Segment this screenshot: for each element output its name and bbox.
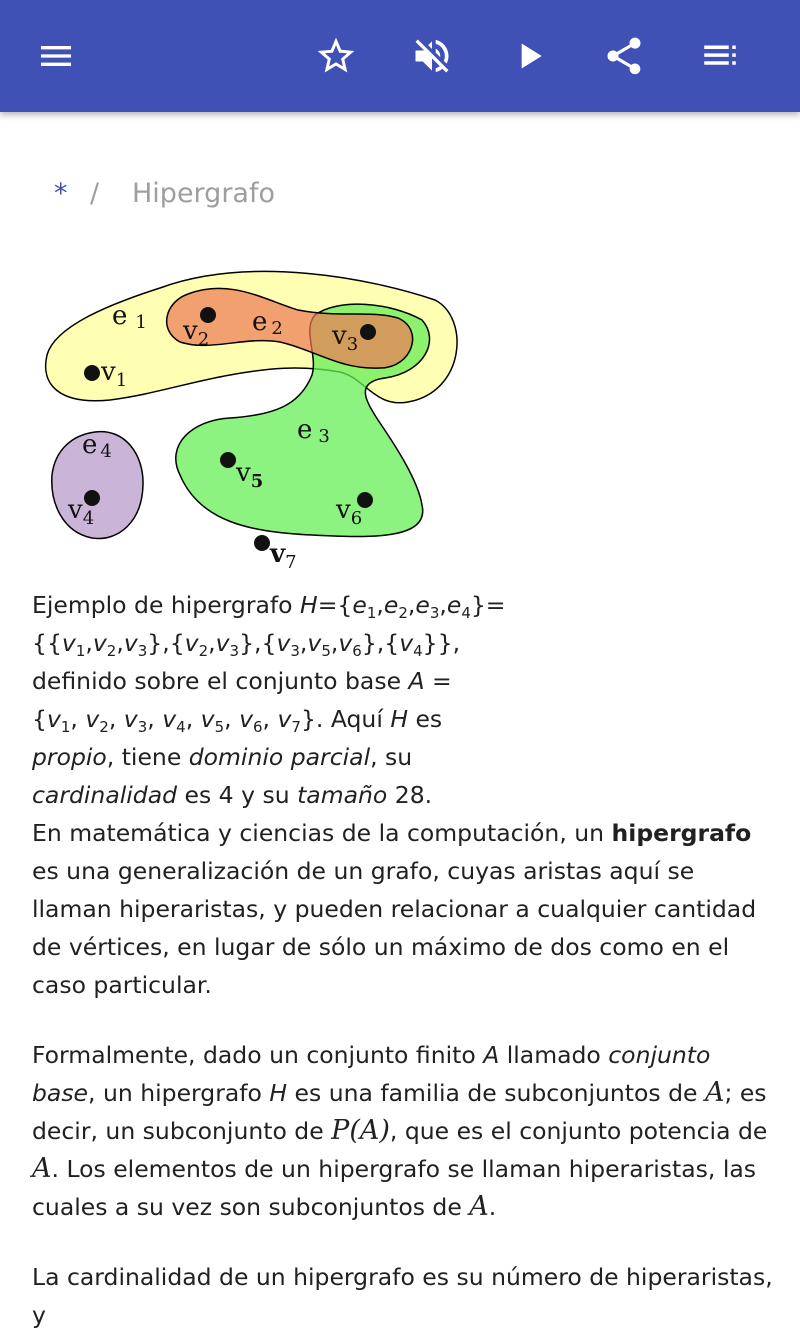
vertex-v6 xyxy=(357,492,373,508)
menu-icon xyxy=(36,36,76,76)
play-button[interactable] xyxy=(502,28,558,84)
cardinality-paragraph: La cardinalidad de un hipergrafo es su número de hiperaristas, y xyxy=(32,1263,773,1329)
star-outline-icon xyxy=(314,34,358,78)
breadcrumb-separator: / xyxy=(90,178,100,209)
definition-paragraph: Formalmente, dado un conjunto finito A llamado conjunto base, un hipergrafo H es una familia de subconjuntos de A; es decir, un subconjunto de P(A), que es el conjunto potencia de A. Los elementos de un hipergrafo se llaman hiperaristas, las cuales a su vez son subconjuntos de A. xyxy=(32,1041,768,1222)
vertex-v1 xyxy=(84,365,100,381)
label-v7: $v_7$ xyxy=(270,539,297,573)
breadcrumb xyxy=(54,178,275,209)
label-v4: $v_4$ xyxy=(68,495,95,529)
vertex-v5 xyxy=(220,452,236,468)
article-content xyxy=(32,586,777,1334)
label-e1: e 1 xyxy=(112,301,147,333)
hypergraph-figure xyxy=(40,260,470,575)
favorite-button[interactable] xyxy=(308,28,364,84)
vertex-v4 xyxy=(84,490,100,506)
label-v3: $v_3$ xyxy=(332,321,359,355)
breadcrumb-home-link[interactable]: * xyxy=(54,178,68,209)
breadcrumb-current: Hipergrafo xyxy=(132,178,275,209)
label-v2: $v_2$ xyxy=(183,316,210,350)
share-button[interactable] xyxy=(596,28,652,84)
share-icon xyxy=(602,34,646,78)
playlist-button[interactable] xyxy=(692,28,748,84)
label-e3: e 3 xyxy=(297,415,330,447)
label-e2: e 2 xyxy=(252,307,283,339)
app-bar xyxy=(0,0,800,112)
vertex-v2 xyxy=(200,307,216,323)
intro-paragraph: En matemática y ciencias de la computación, un hipergrafo es una generalización de un grafo, cuyas aristas aquí se llaman hiperaristas, y pueden relacionar a cualquier cantidad de vértices, en lugar de sólo un máximo de dos como en el caso particular. xyxy=(32,819,757,999)
figure-caption: Ejemplo de hipergrafo $H=\{e_1,e_2,e_3,e_4\}=$ $\{\{v_1,v_2,v_3\},\{v_2,v_3\},\{v_3,v_5,v_6\},\{v_4\}\}$, definido sobre el conjunto base A = {$v_1$, $v_2$, $v_3$, $v_4$, $v_5$, $v_6$, $v_7$}. Aquí H es propio, tiene dominio parcial, su cardinalidad es 4 y su tamaño 28. xyxy=(32,591,506,809)
label-v5: $v_5$ xyxy=(236,458,264,492)
label-e4: e 4 xyxy=(82,430,112,462)
mute-button[interactable] xyxy=(404,28,460,84)
term-hipergrafo: hipergrafo xyxy=(611,819,752,847)
menu-button[interactable] xyxy=(28,28,84,84)
vertex-v3 xyxy=(360,324,376,340)
playlist-icon xyxy=(699,35,741,77)
play-icon xyxy=(510,36,550,76)
hyperedge-e4-region xyxy=(52,432,143,539)
label-v6: $v_6$ xyxy=(336,495,363,529)
volume-off-icon xyxy=(410,34,454,78)
vertex-v7 xyxy=(254,535,270,551)
label-v1: $v_1$ xyxy=(101,357,128,391)
